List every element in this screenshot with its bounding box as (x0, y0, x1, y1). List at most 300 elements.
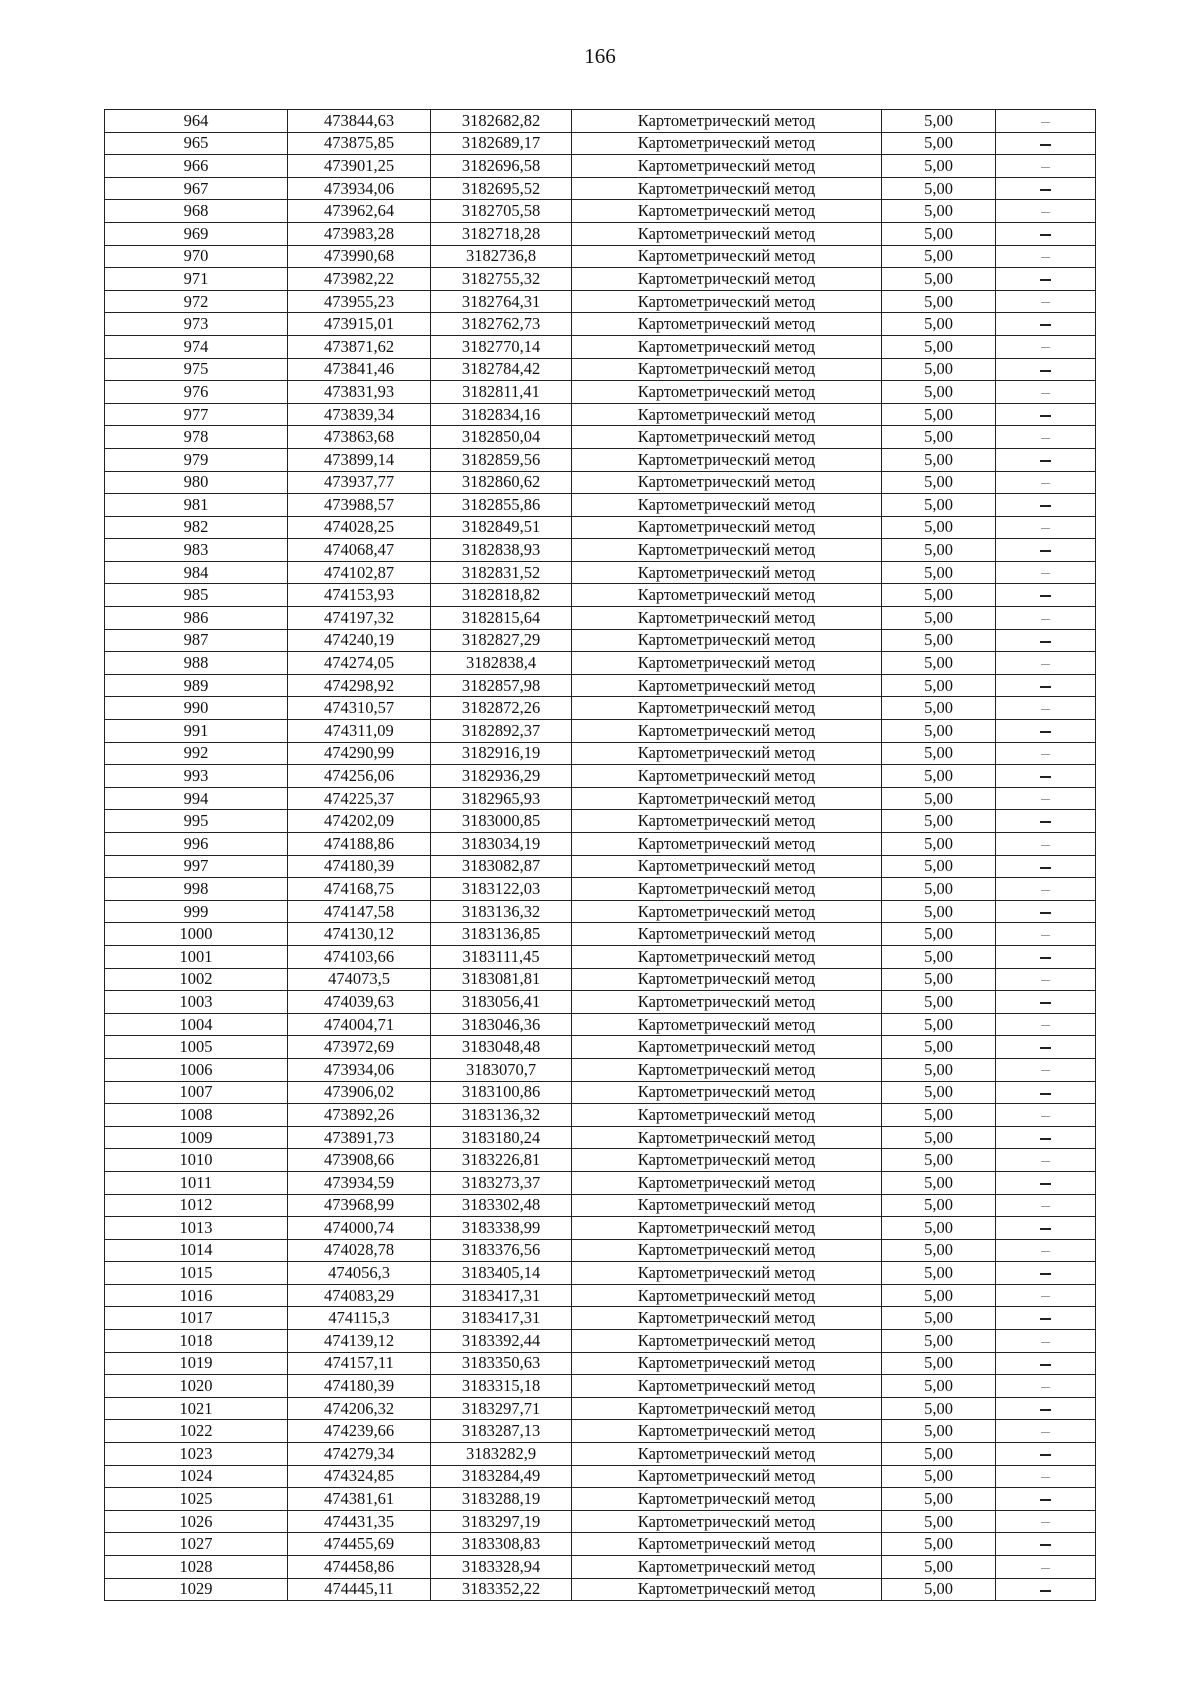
dash-mark (1040, 1454, 1051, 1456)
description-cell (996, 1239, 1096, 1262)
method-cell: Картометрический метод (572, 313, 882, 336)
table-row (105, 1443, 1096, 1466)
method-cell: Картометрический метод (572, 1239, 882, 1262)
x-coordinate-cell: 474310,57 (288, 697, 431, 720)
accuracy-cell: 5,00 (882, 1307, 996, 1330)
method-cell: Картометрический метод (572, 290, 882, 313)
description-cell (996, 1036, 1096, 1059)
dash-mark (1041, 754, 1050, 755)
coordinates-table (104, 109, 1096, 1601)
accuracy-cell: 5,00 (882, 1171, 996, 1194)
y-coordinate-cell: 3182860,62 (431, 471, 572, 494)
description-cell (996, 742, 1096, 765)
dash-mark (1041, 1116, 1050, 1117)
dash-mark (1041, 393, 1050, 394)
method-cell: Картометрический метод (572, 855, 882, 878)
dash-mark (1040, 1138, 1051, 1140)
dash-mark (1041, 664, 1050, 665)
point-number-cell: 999 (105, 900, 288, 923)
table-row (105, 1330, 1096, 1353)
y-coordinate-cell: 3183048,48 (431, 1036, 572, 1059)
x-coordinate-cell: 474180,39 (288, 1375, 431, 1398)
y-coordinate-cell: 3183392,44 (431, 1330, 572, 1353)
y-coordinate-cell: 3182834,16 (431, 403, 572, 426)
dash-mark (1041, 980, 1050, 981)
y-coordinate-cell: 3182770,14 (431, 335, 572, 358)
accuracy-cell: 5,00 (882, 968, 996, 991)
description-cell (996, 426, 1096, 449)
x-coordinate-cell: 474188,86 (288, 833, 431, 856)
y-coordinate-cell: 3183417,31 (431, 1307, 572, 1330)
table-row (105, 1013, 1096, 1036)
x-coordinate-cell: 474202,09 (288, 810, 431, 833)
accuracy-cell: 5,00 (882, 1036, 996, 1059)
dash-mark (1040, 505, 1051, 507)
point-number-cell: 964 (105, 110, 288, 133)
table-row (105, 471, 1096, 494)
x-coordinate-cell: 474431,35 (288, 1510, 431, 1533)
point-number-cell: 974 (105, 335, 288, 358)
dash-mark (1040, 415, 1051, 417)
description-cell (996, 810, 1096, 833)
dash-mark (1041, 257, 1050, 258)
accuracy-cell: 5,00 (882, 1510, 996, 1533)
accuracy-cell: 5,00 (882, 584, 996, 607)
point-number-cell: 1016 (105, 1284, 288, 1307)
dash-mark (1041, 1568, 1050, 1569)
accuracy-cell: 5,00 (882, 674, 996, 697)
y-coordinate-cell: 3183297,71 (431, 1397, 572, 1420)
dash-mark (1040, 1093, 1051, 1095)
dash-mark (1040, 1228, 1051, 1230)
method-cell: Картометрический метод (572, 584, 882, 607)
table-row (105, 1510, 1096, 1533)
point-number-cell: 975 (105, 358, 288, 381)
dash-mark (1041, 890, 1050, 891)
accuracy-cell: 5,00 (882, 358, 996, 381)
y-coordinate-cell: 3182718,28 (431, 222, 572, 245)
method-cell: Картометрический метод (572, 968, 882, 991)
description-cell (996, 900, 1096, 923)
x-coordinate-cell: 474197,32 (288, 607, 431, 630)
x-coordinate-cell: 473934,06 (288, 177, 431, 200)
table-row (105, 1171, 1096, 1194)
x-coordinate-cell: 473871,62 (288, 335, 431, 358)
method-cell: Картометрический метод (572, 629, 882, 652)
table-row (105, 765, 1096, 788)
table-row (105, 1578, 1096, 1601)
x-coordinate-cell: 473899,14 (288, 448, 431, 471)
method-cell: Картометрический метод (572, 539, 882, 562)
table-row (105, 787, 1096, 810)
x-coordinate-cell: 474290,99 (288, 742, 431, 765)
x-coordinate-cell: 474039,63 (288, 991, 431, 1014)
y-coordinate-cell: 3183000,85 (431, 810, 572, 833)
table-row (105, 155, 1096, 178)
accuracy-cell: 5,00 (882, 561, 996, 584)
dash-mark (1040, 1590, 1051, 1592)
table-row (105, 968, 1096, 991)
table-row (105, 1397, 1096, 1420)
accuracy-cell: 5,00 (882, 1443, 996, 1466)
description-cell (996, 629, 1096, 652)
method-cell: Картометрический метод (572, 1375, 882, 1398)
point-number-cell: 980 (105, 471, 288, 494)
x-coordinate-cell: 473875,85 (288, 132, 431, 155)
accuracy-cell: 5,00 (882, 742, 996, 765)
method-cell: Картометрический метод (572, 765, 882, 788)
method-cell: Картометрический метод (572, 900, 882, 923)
description-cell (996, 177, 1096, 200)
description-cell (996, 1375, 1096, 1398)
x-coordinate-cell: 473937,77 (288, 471, 431, 494)
accuracy-cell: 5,00 (882, 945, 996, 968)
method-cell: Картометрический метод (572, 1443, 882, 1466)
dash-mark (1040, 144, 1051, 146)
dash-mark (1040, 641, 1051, 643)
table-row (105, 1420, 1096, 1443)
dash-mark (1040, 460, 1051, 462)
accuracy-cell: 5,00 (882, 607, 996, 630)
method-cell: Картометрический метод (572, 1330, 882, 1353)
method-cell: Картометрический метод (572, 381, 882, 404)
accuracy-cell: 5,00 (882, 1488, 996, 1511)
method-cell: Картометрический метод (572, 245, 882, 268)
point-number-cell: 992 (105, 742, 288, 765)
table-row (105, 1217, 1096, 1240)
method-cell: Картометрический метод (572, 1126, 882, 1149)
table-row (105, 1194, 1096, 1217)
description-cell (996, 1081, 1096, 1104)
y-coordinate-cell: 3183297,19 (431, 1510, 572, 1533)
dash-mark (1041, 799, 1050, 800)
accuracy-cell: 5,00 (882, 652, 996, 675)
dash-mark (1041, 1206, 1050, 1207)
description-cell (996, 1443, 1096, 1466)
y-coordinate-cell: 3182811,41 (431, 381, 572, 404)
dash-mark (1041, 1522, 1050, 1523)
description-cell (996, 833, 1096, 856)
y-coordinate-cell: 3182705,58 (431, 200, 572, 223)
point-number-cell: 1018 (105, 1330, 288, 1353)
x-coordinate-cell: 474083,29 (288, 1284, 431, 1307)
method-cell: Картометрический метод (572, 1465, 882, 1488)
method-cell: Картометрический метод (572, 1081, 882, 1104)
method-cell: Картометрический метод (572, 222, 882, 245)
point-number-cell: 1026 (105, 1510, 288, 1533)
description-cell (996, 991, 1096, 1014)
accuracy-cell: 5,00 (882, 900, 996, 923)
dash-mark (1040, 867, 1051, 869)
method-cell: Картометрический метод (572, 1217, 882, 1240)
x-coordinate-cell: 474225,37 (288, 787, 431, 810)
table-row (105, 200, 1096, 223)
description-cell (996, 923, 1096, 946)
point-number-cell: 977 (105, 403, 288, 426)
method-cell: Картометрический метод (572, 810, 882, 833)
method-cell: Картометрический метод (572, 426, 882, 449)
dash-mark (1040, 324, 1051, 326)
table-row (105, 629, 1096, 652)
method-cell: Картометрический метод (572, 923, 882, 946)
description-cell (996, 155, 1096, 178)
y-coordinate-cell: 3182855,86 (431, 494, 572, 517)
dash-mark (1041, 1025, 1050, 1026)
description-cell (996, 1352, 1096, 1375)
point-number-cell: 981 (105, 494, 288, 517)
table-row (105, 945, 1096, 968)
description-cell (996, 200, 1096, 223)
dash-mark (1041, 845, 1050, 846)
accuracy-cell: 5,00 (882, 720, 996, 743)
x-coordinate-cell: 474068,47 (288, 539, 431, 562)
description-cell (996, 720, 1096, 743)
point-number-cell: 985 (105, 584, 288, 607)
accuracy-cell: 5,00 (882, 810, 996, 833)
x-coordinate-cell: 473990,68 (288, 245, 431, 268)
method-cell: Картометрический метод (572, 833, 882, 856)
x-coordinate-cell: 473968,99 (288, 1194, 431, 1217)
dash-mark (1040, 957, 1051, 959)
point-number-cell: 986 (105, 607, 288, 630)
method-cell: Картометрический метод (572, 516, 882, 539)
method-cell: Картометрический метод (572, 1556, 882, 1579)
point-number-cell: 998 (105, 878, 288, 901)
x-coordinate-cell: 474298,92 (288, 674, 431, 697)
dash-mark (1041, 212, 1050, 213)
description-cell (996, 878, 1096, 901)
table-row (105, 245, 1096, 268)
description-cell (996, 471, 1096, 494)
accuracy-cell: 5,00 (882, 1578, 996, 1601)
accuracy-cell: 5,00 (882, 1126, 996, 1149)
table-row (105, 855, 1096, 878)
point-number-cell: 979 (105, 448, 288, 471)
x-coordinate-cell: 473915,01 (288, 313, 431, 336)
point-number-cell: 1022 (105, 1420, 288, 1443)
method-cell: Картометрический метод (572, 1058, 882, 1081)
method-cell: Картометрический метод (572, 471, 882, 494)
y-coordinate-cell: 3183081,81 (431, 968, 572, 991)
y-coordinate-cell: 3182689,17 (431, 132, 572, 155)
method-cell: Картометрический метод (572, 1284, 882, 1307)
point-number-cell: 973 (105, 313, 288, 336)
accuracy-cell: 5,00 (882, 1217, 996, 1240)
table-row (105, 1104, 1096, 1127)
point-number-cell: 1001 (105, 945, 288, 968)
accuracy-cell: 5,00 (882, 1465, 996, 1488)
method-cell: Картометрический метод (572, 697, 882, 720)
method-cell: Картометрический метод (572, 561, 882, 584)
point-number-cell: 996 (105, 833, 288, 856)
x-coordinate-cell: 474102,87 (288, 561, 431, 584)
method-cell: Картометрический метод (572, 132, 882, 155)
method-cell: Картометрический метод (572, 358, 882, 381)
y-coordinate-cell: 3182872,26 (431, 697, 572, 720)
accuracy-cell: 5,00 (882, 1375, 996, 1398)
accuracy-cell: 5,00 (882, 200, 996, 223)
accuracy-cell: 5,00 (882, 1058, 996, 1081)
point-number-cell: 995 (105, 810, 288, 833)
point-number-cell: 1021 (105, 1397, 288, 1420)
dash-mark (1040, 1499, 1051, 1501)
table-row (105, 561, 1096, 584)
accuracy-cell: 5,00 (882, 765, 996, 788)
table-row (105, 900, 1096, 923)
x-coordinate-cell: 474279,34 (288, 1443, 431, 1466)
point-number-cell: 994 (105, 787, 288, 810)
x-coordinate-cell: 474028,78 (288, 1239, 431, 1262)
point-number-cell: 1007 (105, 1081, 288, 1104)
x-coordinate-cell: 474103,66 (288, 945, 431, 968)
point-number-cell: 1028 (105, 1556, 288, 1579)
point-number-cell: 1015 (105, 1262, 288, 1285)
accuracy-cell: 5,00 (882, 1420, 996, 1443)
description-cell (996, 968, 1096, 991)
dash-mark (1041, 1477, 1050, 1478)
table-row (105, 222, 1096, 245)
accuracy-cell: 5,00 (882, 1352, 996, 1375)
method-cell: Картометрический метод (572, 607, 882, 630)
accuracy-cell: 5,00 (882, 335, 996, 358)
dash-mark (1040, 234, 1051, 236)
table-row (105, 1352, 1096, 1375)
point-number-cell: 1020 (105, 1375, 288, 1398)
point-number-cell: 965 (105, 132, 288, 155)
method-cell: Картометрический метод (572, 1510, 882, 1533)
y-coordinate-cell: 3182818,82 (431, 584, 572, 607)
accuracy-cell: 5,00 (882, 1533, 996, 1556)
point-number-cell: 1027 (105, 1533, 288, 1556)
accuracy-cell: 5,00 (882, 268, 996, 291)
point-number-cell: 972 (105, 290, 288, 313)
dash-mark (1040, 189, 1051, 191)
x-coordinate-cell: 473962,64 (288, 200, 431, 223)
x-coordinate-cell: 474180,39 (288, 855, 431, 878)
point-number-cell: 1023 (105, 1443, 288, 1466)
y-coordinate-cell: 3183352,22 (431, 1578, 572, 1601)
point-number-cell: 1013 (105, 1217, 288, 1240)
dash-mark (1040, 1273, 1051, 1275)
method-cell: Картометрический метод (572, 674, 882, 697)
description-cell (996, 1217, 1096, 1240)
accuracy-cell: 5,00 (882, 471, 996, 494)
table-row (105, 1262, 1096, 1285)
point-number-cell: 1009 (105, 1126, 288, 1149)
x-coordinate-cell: 474056,3 (288, 1262, 431, 1285)
method-cell: Картометрический метод (572, 200, 882, 223)
point-number-cell: 1012 (105, 1194, 288, 1217)
point-number-cell: 989 (105, 674, 288, 697)
y-coordinate-cell: 3182965,93 (431, 787, 572, 810)
y-coordinate-cell: 3182736,8 (431, 245, 572, 268)
y-coordinate-cell: 3183136,32 (431, 900, 572, 923)
method-cell: Картометрический метод (572, 742, 882, 765)
accuracy-cell: 5,00 (882, 110, 996, 133)
table-row (105, 923, 1096, 946)
description-cell (996, 561, 1096, 584)
table-row (105, 607, 1096, 630)
description-cell (996, 1465, 1096, 1488)
description-cell (996, 1126, 1096, 1149)
y-coordinate-cell: 3182850,04 (431, 426, 572, 449)
x-coordinate-cell: 474381,61 (288, 1488, 431, 1511)
x-coordinate-cell: 473906,02 (288, 1081, 431, 1104)
table-row (105, 1556, 1096, 1579)
description-cell (996, 358, 1096, 381)
x-coordinate-cell: 473982,22 (288, 268, 431, 291)
table-row (105, 1149, 1096, 1172)
x-coordinate-cell: 474274,05 (288, 652, 431, 675)
accuracy-cell: 5,00 (882, 878, 996, 901)
x-coordinate-cell: 473839,34 (288, 403, 431, 426)
dash-mark (1040, 1047, 1051, 1049)
y-coordinate-cell: 3183082,87 (431, 855, 572, 878)
point-number-cell: 1029 (105, 1578, 288, 1601)
accuracy-cell: 5,00 (882, 448, 996, 471)
point-number-cell: 1005 (105, 1036, 288, 1059)
method-cell: Картометрический метод (572, 1578, 882, 1601)
description-cell (996, 1556, 1096, 1579)
table-row (105, 742, 1096, 765)
method-cell: Картометрический метод (572, 1013, 882, 1036)
x-coordinate-cell: 474324,85 (288, 1465, 431, 1488)
y-coordinate-cell: 3182696,58 (431, 155, 572, 178)
dash-mark (1041, 528, 1050, 529)
accuracy-cell: 5,00 (882, 245, 996, 268)
description-cell (996, 1533, 1096, 1556)
table-row (105, 1239, 1096, 1262)
y-coordinate-cell: 3182762,73 (431, 313, 572, 336)
accuracy-cell: 5,00 (882, 539, 996, 562)
method-cell: Картометрический метод (572, 403, 882, 426)
description-cell (996, 222, 1096, 245)
point-number-cell: 984 (105, 561, 288, 584)
y-coordinate-cell: 3182695,52 (431, 177, 572, 200)
method-cell: Картометрический метод (572, 1036, 882, 1059)
description-cell (996, 1397, 1096, 1420)
description-cell (996, 335, 1096, 358)
description-cell (996, 765, 1096, 788)
table-row (105, 177, 1096, 200)
y-coordinate-cell: 3182838,93 (431, 539, 572, 562)
accuracy-cell: 5,00 (882, 313, 996, 336)
accuracy-cell: 5,00 (882, 1194, 996, 1217)
point-number-cell: 1017 (105, 1307, 288, 1330)
table-row (105, 1036, 1096, 1059)
point-number-cell: 991 (105, 720, 288, 743)
dash-mark (1041, 1342, 1050, 1343)
dash-mark (1041, 438, 1050, 439)
table-row (105, 516, 1096, 539)
table-row (105, 810, 1096, 833)
y-coordinate-cell: 3183284,49 (431, 1465, 572, 1488)
method-cell: Картометрический метод (572, 335, 882, 358)
method-cell: Картометрический метод (572, 110, 882, 133)
accuracy-cell: 5,00 (882, 155, 996, 178)
dash-mark (1041, 619, 1050, 620)
y-coordinate-cell: 3183282,9 (431, 1443, 572, 1466)
x-coordinate-cell: 474455,69 (288, 1533, 431, 1556)
y-coordinate-cell: 3183122,03 (431, 878, 572, 901)
point-number-cell: 970 (105, 245, 288, 268)
y-coordinate-cell: 3182815,64 (431, 607, 572, 630)
x-coordinate-cell: 473988,57 (288, 494, 431, 517)
point-number-cell: 982 (105, 516, 288, 539)
point-number-cell: 971 (105, 268, 288, 291)
dash-mark (1041, 1070, 1050, 1071)
description-cell (996, 1058, 1096, 1081)
